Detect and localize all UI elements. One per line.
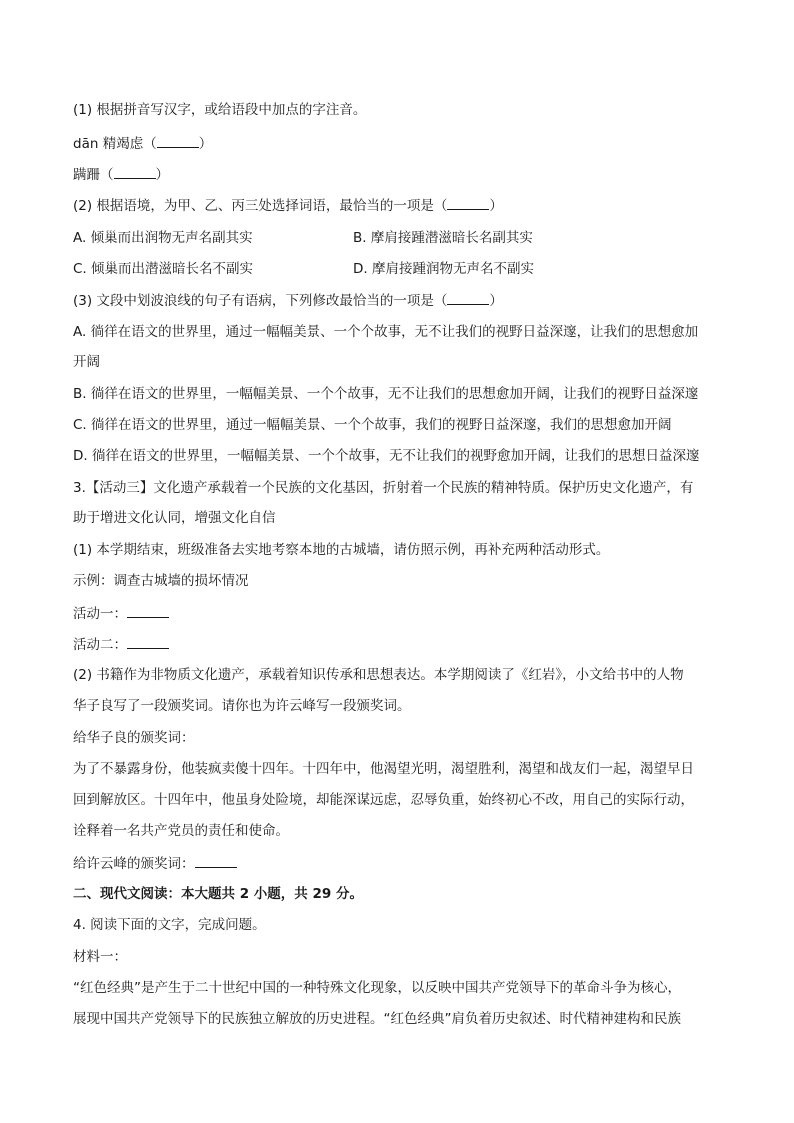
section-2-heading: 二、现代文阅读：本大题共 2 小题，共 29 分。 xyxy=(73,886,363,902)
activity-2-label: 活动二： xyxy=(73,637,127,653)
answer-blank[interactable] xyxy=(127,634,169,649)
activity-1-line xyxy=(73,603,169,624)
activity-1-label: 活动一： xyxy=(73,606,127,622)
activity3-heading: 3.【活动三】文化遗产承载着一个民族的文化基因，折射着一个民族的精神特质。保护历史文化遗产，有 xyxy=(73,480,694,496)
answer-blank[interactable] xyxy=(195,853,237,868)
q3-option-a-cont: 开阔 xyxy=(73,354,100,370)
award-label-xyf-line xyxy=(73,853,237,874)
answer-blank[interactable] xyxy=(447,195,489,210)
answer-blank[interactable] xyxy=(114,164,156,179)
award-label-xyf: 给许云峰的颁奖词： xyxy=(73,856,195,872)
q1-item-1-text: dān 精竭虑（ xyxy=(73,136,157,152)
answer-blank[interactable] xyxy=(157,133,199,148)
q2-instruction-close: ） xyxy=(489,198,503,214)
award-text-2: 回到解放区。十四年中，他虽身处险境，却能深谋远虑，忍辱负重，始终初心不改，用自己的实际行动， xyxy=(73,792,694,808)
award-text-1: 为了不暴露身份，他装疯卖傻十四年。十四年中，他渴望光明，渴望胜利，渴望和战友们一起，渴望早日 xyxy=(73,761,694,777)
activity3-heading-cont: 助于增进文化认同，增强文化自信 xyxy=(73,510,276,526)
q2-option-a: A. 倾巢而出润物无声名副其实 xyxy=(73,230,253,246)
q1-item-2 xyxy=(73,164,169,185)
q1-item-1-close: ） xyxy=(198,136,213,152)
q1-item-2-close: ） xyxy=(155,167,169,183)
q2-option-d: D. 摩肩接踵润物无声名不副实 xyxy=(353,261,534,277)
answer-blank[interactable] xyxy=(127,603,169,618)
q2-option-b: B. 摩肩接踵潜滋暗长名副其实 xyxy=(353,230,533,246)
q4-instruction: 4. 阅读下面的文字，完成问题。 xyxy=(73,917,266,933)
q1-instruction: (1) 根据拼音写汉字，或给语段中加点的字注音。 xyxy=(73,102,367,118)
q3-instruction xyxy=(73,290,503,311)
activity3-example: 示例：调查古城墙的损坏情况 xyxy=(73,573,249,589)
q3-instruction-text: (3) 文段中划波浪线的句子有语病，下列修改最恰当的一项是（ xyxy=(73,293,448,309)
material-1-label: 材料一： xyxy=(73,949,127,965)
q3-option-c: C. 徜徉在语文的世界里，通过一幅幅美景、一个个故事，我们的视野日益深邃，我们的思想愈加开阔 xyxy=(73,417,672,433)
q3-option-b: B. 徜徉在语文的世界里，一幅幅美景、一个个故事，无不让我们的思想愈加开阔，让我们的视野日益深邃 xyxy=(73,386,699,402)
material-1-text-1: “红色经典”是产生于二十世纪中国的一种特殊文化现象，以反映中国共产党领导下的革命斗争为核心， xyxy=(73,980,681,996)
activity3-q2: (2) 书籍作为非物质文化遗产，承载着知识传承和思想表达。本学期阅读了《红岩》，小文给书中的人物 xyxy=(73,667,684,683)
q2-instruction-text: (2) 根据语境，为甲、乙、丙三处选择词语，最恰当的一项是（ xyxy=(73,198,448,214)
activity3-q2-cont: 华子良写了一段颁奖词。请你也为许云峰写一段颁奖词。 xyxy=(73,698,411,714)
material-1-text-2: 展现中国共产党领导下的民族独立解放的历史进程。“红色经典”肩负着历史叙述、时代精神建构和民族 xyxy=(73,1011,681,1027)
award-text-3: 诠释着一名共产党员的责任和使命。 xyxy=(73,823,289,839)
activity-2-line xyxy=(73,634,169,655)
award-label-huazl: 给华子良的颁奖词： xyxy=(73,730,195,746)
q3-instruction-close: ） xyxy=(489,293,503,309)
q3-option-a: A. 徜徉在语文的世界里，通过一幅幅美景、一个个故事，无不让我们的视野日益深邃，让我们的思想愈加 xyxy=(73,324,699,340)
q2-instruction xyxy=(73,195,503,216)
q1-item-1 xyxy=(73,133,212,154)
q3-option-d: D. 徜徉在语文的世界里，一幅幅美景、一个个故事，无不让我们的视野愈加开阔，让我们的思想日益深邃 xyxy=(73,448,700,464)
q1-item-2-text: 蹒跚（ xyxy=(73,167,114,183)
activity3-q1: (1) 本学期结束，班级准备去实地考察本地的古城墙，请仿照示例，再补充两种活动形式。 xyxy=(73,542,610,558)
q2-option-c: C. 倾巢而出潜滋暗长名不副实 xyxy=(73,261,254,277)
answer-blank[interactable] xyxy=(447,290,489,305)
